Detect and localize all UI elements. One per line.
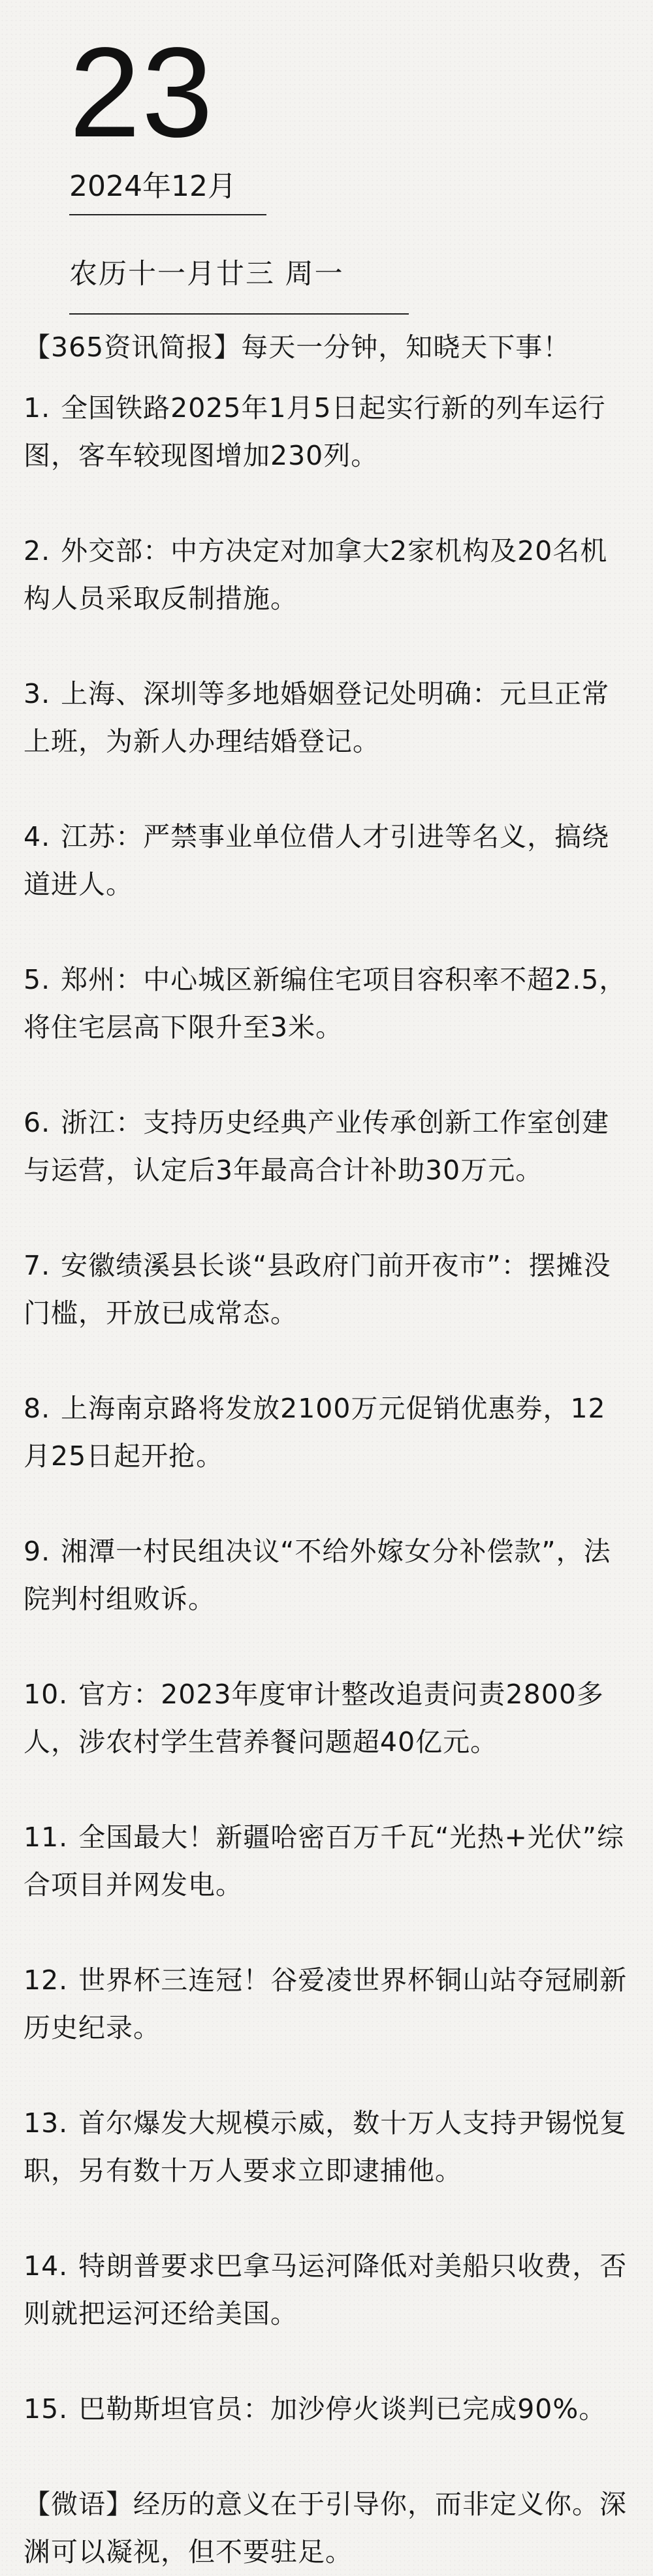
news-item	[24, 1957, 631, 2052]
news-item-number: 15.	[24, 2393, 69, 2425]
news-item-number: 7.	[24, 1250, 51, 1281]
news-item-number: 12.	[24, 1964, 69, 1996]
news-item-text: 特朗普要求巴拿马运河降低对美船只收费，否则就把运河还给美国。	[24, 2250, 628, 2329]
news-item-text: 郑州：中心城区新编住宅项目容积率不超2.5，将住宅层高下限升至3米。	[24, 964, 627, 1043]
news-item-text: 浙江：支持历史经典产业传承创新工作室创建与运营，认定后3年最高合计补助30万元。	[24, 1107, 610, 1186]
news-item-number: 6.	[24, 1107, 51, 1138]
news-item-number: 14.	[24, 2250, 69, 2282]
news-item	[24, 813, 631, 908]
news-item	[24, 956, 631, 1051]
news-item-text: 世界杯三连冠！谷爱凌世界杯铜山站夺冠刷新历史纪录。	[24, 1964, 628, 2043]
date-header	[69, 21, 422, 290]
news-item-text: 首尔爆发大规模示威，数十万人支持尹锡悦复职，另有数十万人要求立即逮捕他。	[24, 2107, 628, 2186]
news-item-number: 3.	[24, 678, 51, 709]
news-item	[24, 1528, 631, 1623]
divider-line	[69, 214, 266, 215]
news-item	[24, 384, 631, 480]
news-item	[24, 670, 631, 766]
news-item-text: 外交部：中方决定对加拿大2家机构及20名机构人员采取反制措施。	[24, 535, 608, 614]
news-item	[24, 2242, 631, 2338]
news-list	[24, 384, 631, 2433]
news-item	[24, 1099, 631, 1194]
news-item-text: 巴勒斯坦官员：加沙停火谈判已完成90%。	[78, 2393, 607, 2425]
brief-headline: 【365资讯简报】每天一分钟，知晓天下事！	[24, 332, 571, 363]
news-item-number: 4.	[24, 821, 51, 852]
news-item-number: 9.	[24, 1536, 51, 1567]
news-item-text: 江苏：严禁事业单位借人才引进等名义，搞绕道进人。	[24, 821, 610, 900]
news-item-text: 上海南京路将发放2100万元促销优惠券，12月25日起开抢。	[24, 1393, 606, 1472]
divider-line	[69, 313, 409, 315]
news-item-number: 8.	[24, 1393, 51, 1424]
news-item	[24, 1671, 631, 1766]
year-month: 2024年12月	[69, 170, 236, 203]
news-item	[24, 1385, 631, 1480]
news-item-text: 官方：2023年度审计整改追责问责2800多人，涉农村学生营养餐问题超40亿元。	[24, 1679, 604, 1758]
lunar-date-weekday: 农历十一月廿三 周一	[69, 258, 344, 290]
news-item-number: 5.	[24, 964, 51, 995]
news-item-text: 湘潭一村民组决议“不给外嫁女分补偿款”，法院判村组败诉。	[24, 1536, 611, 1615]
news-item-text: 安徽绩溪县长谈“县政府门前开夜市”：摆摊没门槛，开放已成常态。	[24, 1250, 611, 1329]
news-item-text: 上海、深圳等多地婚姻登记处明确：元旦正常上班，为新人办理结婚登记。	[24, 678, 610, 757]
news-item-number: 10.	[24, 1679, 69, 1710]
news-item-text: 全国铁路2025年1月5日起实行新的列车运行图，客车较现图增加230列。	[24, 392, 606, 471]
weiyu-quote: 【微语】经历的意义在于引导你，而非定义你。深渊可以凝视，但不要驻足。	[24, 2489, 627, 2568]
day-number: 23	[69, 21, 215, 164]
news-item	[24, 2100, 631, 2195]
news-item-number: 13.	[24, 2107, 69, 2139]
news-item	[24, 1242, 631, 1337]
news-item-number: 11.	[24, 1822, 69, 1853]
brief-content	[24, 324, 631, 2576]
news-item	[24, 1814, 631, 1909]
news-item-number: 1.	[24, 392, 51, 424]
news-item	[24, 2385, 631, 2433]
news-item	[24, 527, 631, 623]
news-item-text: 全国最大！新疆哈密百万千瓦“光热+光伏”综合项目并网发电。	[24, 1822, 625, 1901]
news-item-number: 2.	[24, 535, 51, 566]
